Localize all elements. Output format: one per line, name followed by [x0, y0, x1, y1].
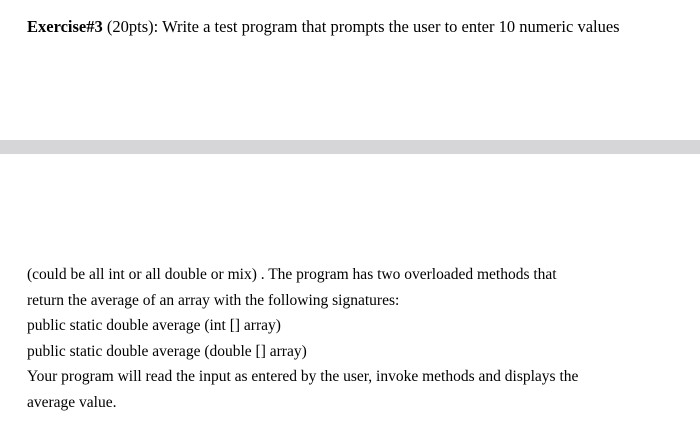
body-line: average value.	[27, 393, 117, 411]
method-signature-double: public static double average (double [] array)	[27, 342, 307, 360]
exercise-label: Exercise#3	[27, 17, 103, 36]
page-break-divider	[0, 140, 700, 154]
exercise-body	[27, 262, 687, 416]
body-line: return the average of an array with the following signatures:	[27, 291, 400, 309]
exercise-prompt-first-line: Write a test program that prompts the user to enter 10 numeric values	[162, 17, 620, 36]
method-signature-int: public static double average (int [] array)	[27, 317, 281, 335]
exercise-heading	[27, 16, 620, 38]
exercise-points: (20pts):	[106, 17, 159, 36]
body-line: (could be all int or all double or mix) . The program has two overloaded methods that	[27, 266, 557, 283]
body-line: Your program will read the input as entered by the user, invoke methods and displays the	[27, 368, 579, 386]
